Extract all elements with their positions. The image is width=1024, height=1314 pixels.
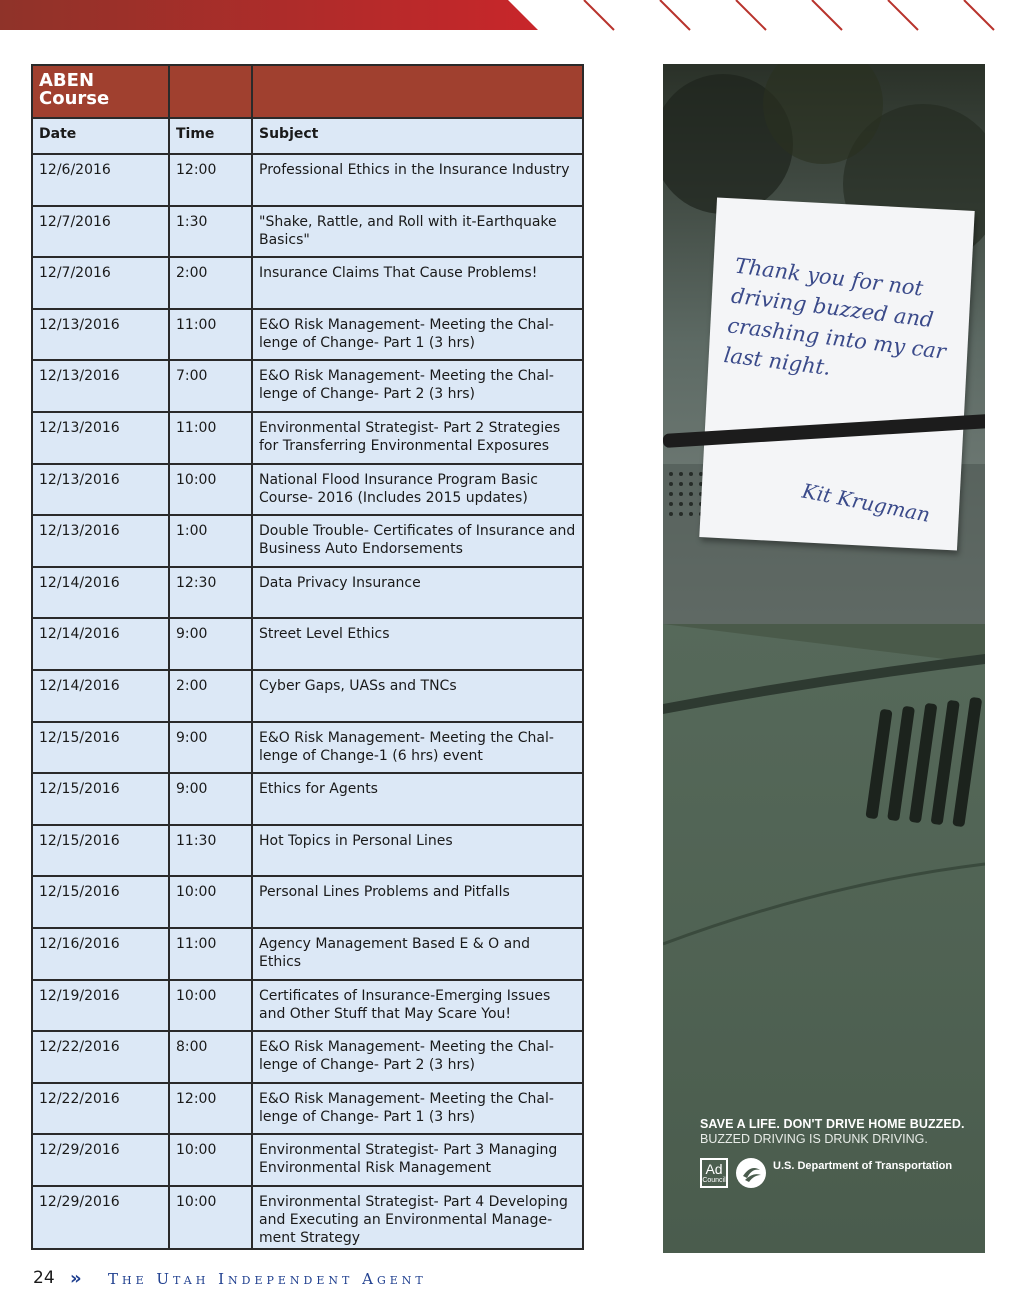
cell-date: 12/22/2016: [32, 1083, 169, 1135]
cell-time: 12:00: [169, 154, 252, 206]
cell-date: 12/29/2016: [32, 1186, 169, 1249]
table-header-row: [32, 118, 583, 154]
table-row: [32, 567, 583, 619]
cell-time: 10:00: [169, 876, 252, 928]
cell-time: 11:30: [169, 825, 252, 877]
table-title-row: [32, 65, 583, 118]
table-row: [32, 309, 583, 361]
cell-date: 12/29/2016: [32, 1134, 169, 1186]
cell-date: 12/13/2016: [32, 309, 169, 361]
cell-time: 1:30: [169, 206, 252, 258]
cell-time: 2:00: [169, 670, 252, 722]
table-row: [32, 670, 583, 722]
cell-subject: E&O Risk Management- Meeting the Chal- lenge of Change- Part 1 (3 hrs): [252, 309, 583, 361]
cell-subject: Street Level Ethics: [252, 618, 583, 670]
note-handwritten-text: Thank you for not driving buzzed and crashing into my car last night.: [722, 253, 948, 380]
table-row: [32, 1186, 583, 1249]
table-row: [32, 257, 583, 309]
cell-time: 7:00: [169, 360, 252, 412]
cell-subject: E&O Risk Management- Meeting the Chal- lenge of Change-1 (6 hrs) event: [252, 722, 583, 774]
cell-subject: Double Trouble- Certificates of Insurance and Business Auto Endorsements: [252, 515, 583, 567]
cell-subject: Professional Ethics in the Insurance Industry: [252, 154, 583, 206]
column-header-date: Date: [32, 118, 169, 154]
cell-subject: "Shake, Rattle, and Roll with it-Earthquake Basics": [252, 206, 583, 258]
cell-date: 12/15/2016: [32, 773, 169, 825]
aben-course-table: [31, 64, 584, 1250]
note-signature: Kit Krugman: [800, 478, 933, 527]
magazine-name: The Utah Independent Agent: [108, 1270, 427, 1288]
cell-time: 10:00: [169, 1134, 252, 1186]
cell-date: 12/13/2016: [32, 464, 169, 516]
cell-date: 12/6/2016: [32, 154, 169, 206]
table-row: [32, 980, 583, 1032]
cell-time: 10:00: [169, 980, 252, 1032]
table-row: [32, 876, 583, 928]
cell-subject: Certificates of Insurance-Emerging Issues and Other Stuff that May Scare You!: [252, 980, 583, 1032]
buzzed-driving-ad: [663, 64, 985, 1253]
cell-subject: E&O Risk Management- Meeting the Chal- lenge of Change- Part 2 (3 hrs): [252, 1031, 583, 1083]
cell-time: 9:00: [169, 618, 252, 670]
cell-time: 11:00: [169, 309, 252, 361]
cell-date: 12/14/2016: [32, 567, 169, 619]
cell-subject: Environmental Strategist- Part 2 Strategies for Transferring Environmental Exposures: [252, 412, 583, 464]
cell-subject: Ethics for Agents: [252, 773, 583, 825]
table-row: [32, 1134, 583, 1186]
table-row: [32, 1031, 583, 1083]
chevron-icon: »: [70, 1268, 82, 1289]
cell-time: 12:00: [169, 1083, 252, 1135]
cell-date: 12/14/2016: [32, 618, 169, 670]
cell-date: 12/15/2016: [32, 722, 169, 774]
ad-subline: BUZZED DRIVING IS DRUNK DRIVING.: [700, 1132, 928, 1146]
cell-subject: Agency Management Based E & O and Ethics: [252, 928, 583, 980]
cell-date: 12/14/2016: [32, 670, 169, 722]
table-row: [32, 928, 583, 980]
top-decorative-band: [0, 0, 1024, 32]
table-row: [32, 464, 583, 516]
table-title: ABEN Course: [32, 65, 169, 118]
table-row: [32, 773, 583, 825]
cell-subject: Insurance Claims That Cause Problems!: [252, 257, 583, 309]
cell-time: 2:00: [169, 257, 252, 309]
column-header-time: Time: [169, 118, 252, 154]
cell-subject: Cyber Gaps, UASs and TNCs: [252, 670, 583, 722]
cell-date: 12/15/2016: [32, 825, 169, 877]
table-title-spacer: [169, 65, 252, 118]
cell-time: 11:00: [169, 412, 252, 464]
table-row: [32, 515, 583, 567]
dot-logo-icon: [736, 1158, 766, 1188]
cell-time: 10:00: [169, 1186, 252, 1249]
cell-subject: E&O Risk Management- Meeting the Chal- lenge of Change- Part 2 (3 hrs): [252, 360, 583, 412]
table-row: [32, 206, 583, 258]
cell-subject: National Flood Insurance Program Basic Course- 2016 (Includes 2015 updates): [252, 464, 583, 516]
cell-subject: Environmental Strategist- Part 4 Developing and Executing an Environmental Manage- ment Strategy: [252, 1186, 583, 1249]
cell-date: 12/13/2016: [32, 412, 169, 464]
cell-time: 10:00: [169, 464, 252, 516]
table-title-spacer: [252, 65, 583, 118]
cell-time: 12:30: [169, 567, 252, 619]
ad-council-logo-subtext: Council: [702, 1177, 726, 1184]
dot-logo-label: U.S. Department of Transportation: [773, 1160, 953, 1172]
table-row: [32, 360, 583, 412]
table-row: [32, 825, 583, 877]
table-row: [32, 1083, 583, 1135]
page-number: 24: [33, 1268, 55, 1288]
ad-council-logo: [700, 1158, 728, 1188]
cell-date: 12/7/2016: [32, 257, 169, 309]
cell-time: 9:00: [169, 773, 252, 825]
table-row: [32, 618, 583, 670]
cell-time: 1:00: [169, 515, 252, 567]
cell-date: 12/15/2016: [32, 876, 169, 928]
cell-time: 8:00: [169, 1031, 252, 1083]
cell-date: 12/7/2016: [32, 206, 169, 258]
cell-subject: Hot Topics in Personal Lines: [252, 825, 583, 877]
cell-date: 12/16/2016: [32, 928, 169, 980]
column-header-subject: Subject: [252, 118, 583, 154]
table-row: [32, 412, 583, 464]
table-row: [32, 722, 583, 774]
cell-time: 9:00: [169, 722, 252, 774]
cell-subject: Environmental Strategist- Part 3 Managing Environmental Risk Management: [252, 1134, 583, 1186]
cell-date: 12/19/2016: [32, 980, 169, 1032]
cell-date: 12/13/2016: [32, 515, 169, 567]
ad-council-logo-text: Ad: [705, 1161, 723, 1177]
cell-date: 12/13/2016: [32, 360, 169, 412]
cell-subject: E&O Risk Management- Meeting the Chal- lenge of Change- Part 1 (3 hrs): [252, 1083, 583, 1135]
cell-subject: Data Privacy Insurance: [252, 567, 583, 619]
cell-time: 11:00: [169, 928, 252, 980]
windshield-note: [699, 197, 974, 550]
table-row: [32, 154, 583, 206]
cell-subject: Personal Lines Problems and Pitfalls: [252, 876, 583, 928]
cell-date: 12/22/2016: [32, 1031, 169, 1083]
ad-headline: SAVE A LIFE. DON'T DRIVE HOME BUZZED.: [700, 1117, 965, 1131]
